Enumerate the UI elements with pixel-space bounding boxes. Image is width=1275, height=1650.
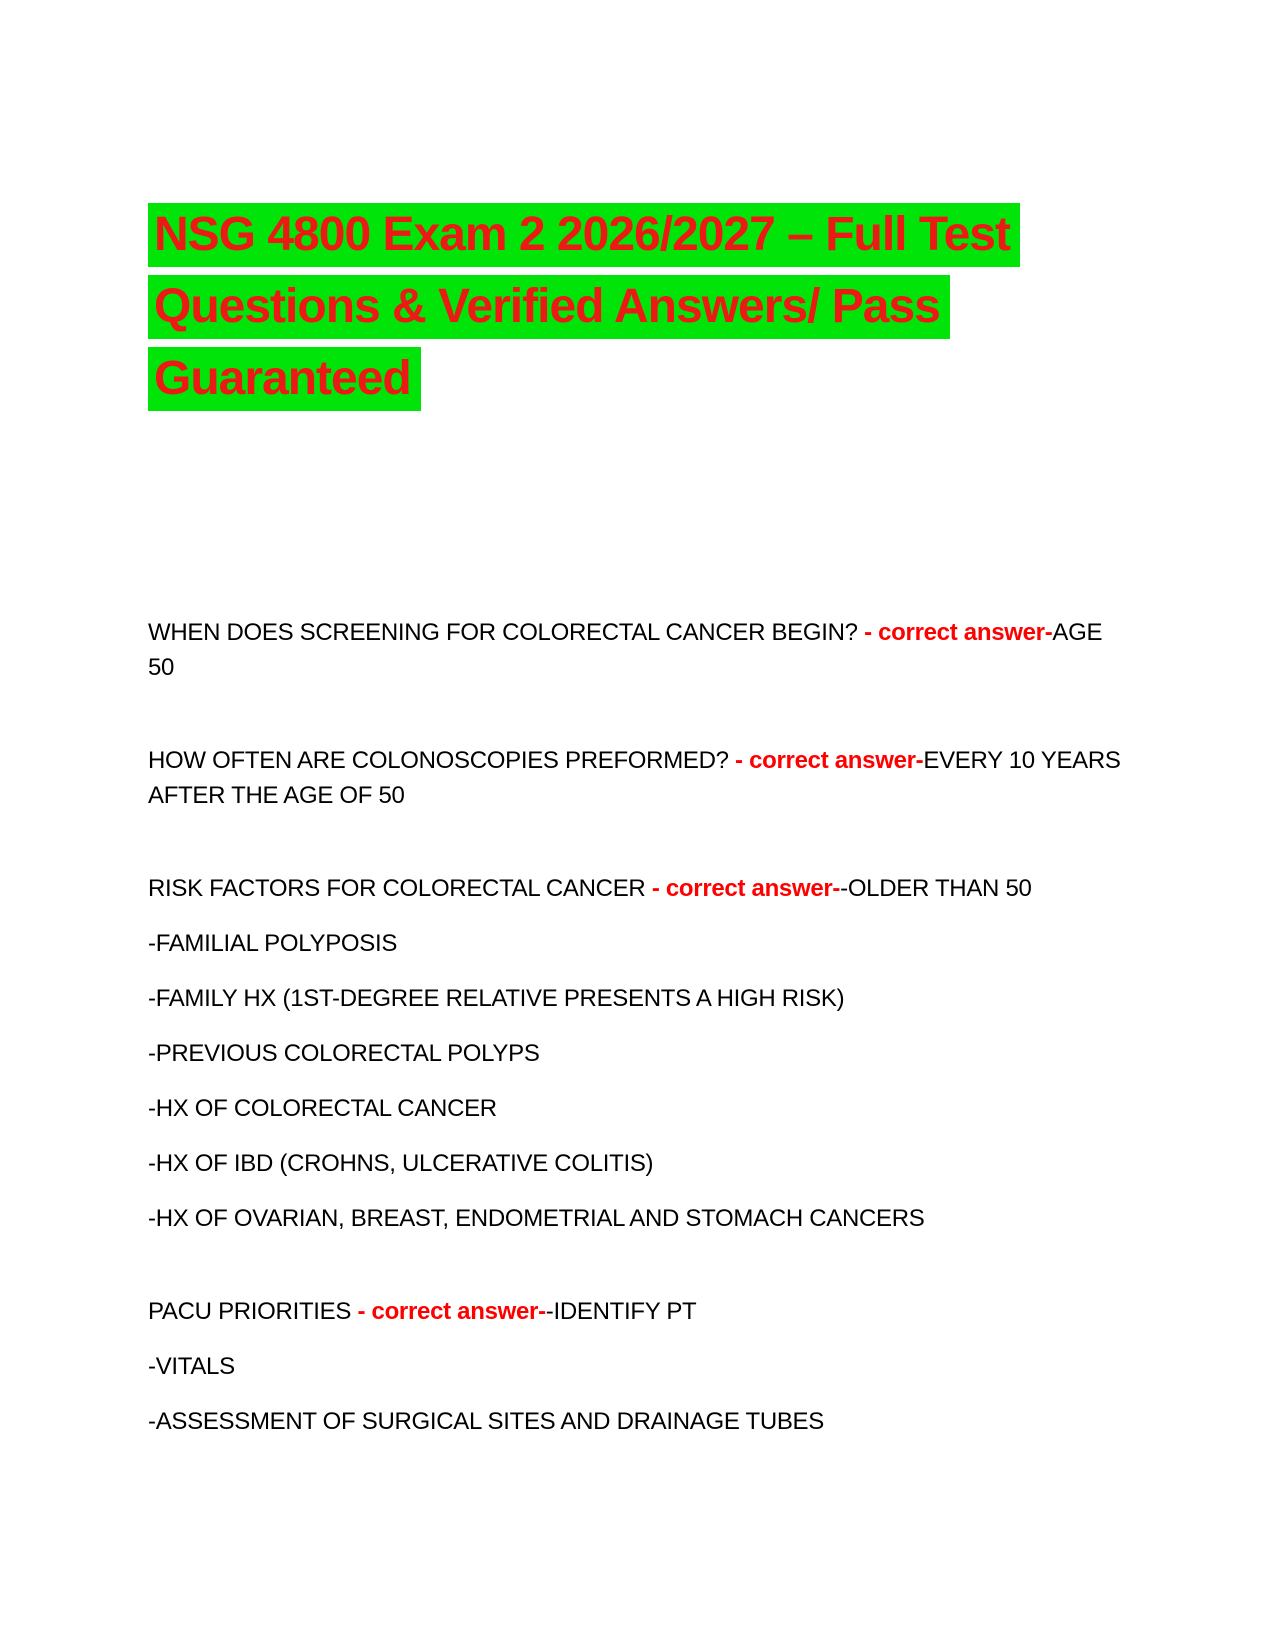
answer-detail-line: -PREVIOUS COLORECTAL POLYPS — [148, 1040, 540, 1067]
answer-detail-line: -VITALS — [148, 1353, 235, 1380]
qa-list — [148, 615, 1125, 1439]
question-text: HOW OFTEN ARE COLONOSCOPIES PREFORMED? — [148, 747, 736, 774]
answer-detail-line: -HX OF COLORECTAL CANCER — [148, 1095, 497, 1122]
title-line-text: NSG 4800 Exam 2 2026/2027 – Full Test — [148, 203, 1020, 267]
answer-detail-line: -ASSESSMENT OF SURGICAL SITES AND DRAINAGE TUBES — [148, 1408, 824, 1435]
title-line-text: Questions & Verified Answers/ Pass — [148, 275, 950, 339]
question-text: WHEN DOES SCREENING FOR COLORECTAL CANCER BEGIN? — [148, 619, 865, 646]
correct-answer-marker: - correct answer- — [864, 619, 1053, 646]
title-line-text: Guaranteed — [148, 347, 421, 411]
qa-question-answer — [148, 615, 1125, 685]
title-line — [148, 203, 1125, 267]
qa-block — [148, 615, 1125, 685]
answer-text: EVERY 10 YEARS AFTER THE AGE OF 50 — [148, 747, 1121, 809]
question-text: PACU PRIORITIES — [148, 1298, 358, 1325]
answer-detail-line: -HX OF OVARIAN, BREAST, ENDOMETRIAL AND STOMACH CANCERS — [148, 1205, 925, 1232]
question-text: RISK FACTORS FOR COLORECTAL CANCER — [148, 875, 652, 902]
answer-text: -OLDER THAN 50 — [840, 875, 1032, 902]
qa-block — [148, 743, 1125, 813]
answer-detail-line: -HX OF IBD (CROHNS, ULCERATIVE COLITIS) — [148, 1150, 654, 1177]
qa-question-answer — [148, 743, 1125, 813]
title-line — [148, 347, 1125, 411]
answer-text: AGE 50 — [148, 619, 1103, 681]
title-line — [148, 275, 1125, 339]
answer-detail-line: -FAMILIAL POLYPOSIS — [148, 930, 398, 957]
correct-answer-marker: - correct answer- — [651, 875, 841, 902]
qa-question-answer — [148, 871, 1125, 906]
answer-text: -IDENTIFY PT — [545, 1298, 697, 1325]
qa-block — [148, 871, 1125, 1236]
answer-detail-line: -FAMILY HX (1ST-DEGREE RELATIVE PRESENTS A HIGH RISK) — [148, 985, 845, 1012]
qa-block — [148, 1294, 1125, 1439]
correct-answer-marker: - correct answer- — [357, 1298, 546, 1325]
qa-question-answer — [148, 1294, 1125, 1329]
correct-answer-marker: - correct answer- — [735, 747, 924, 774]
document-title — [148, 203, 1125, 411]
